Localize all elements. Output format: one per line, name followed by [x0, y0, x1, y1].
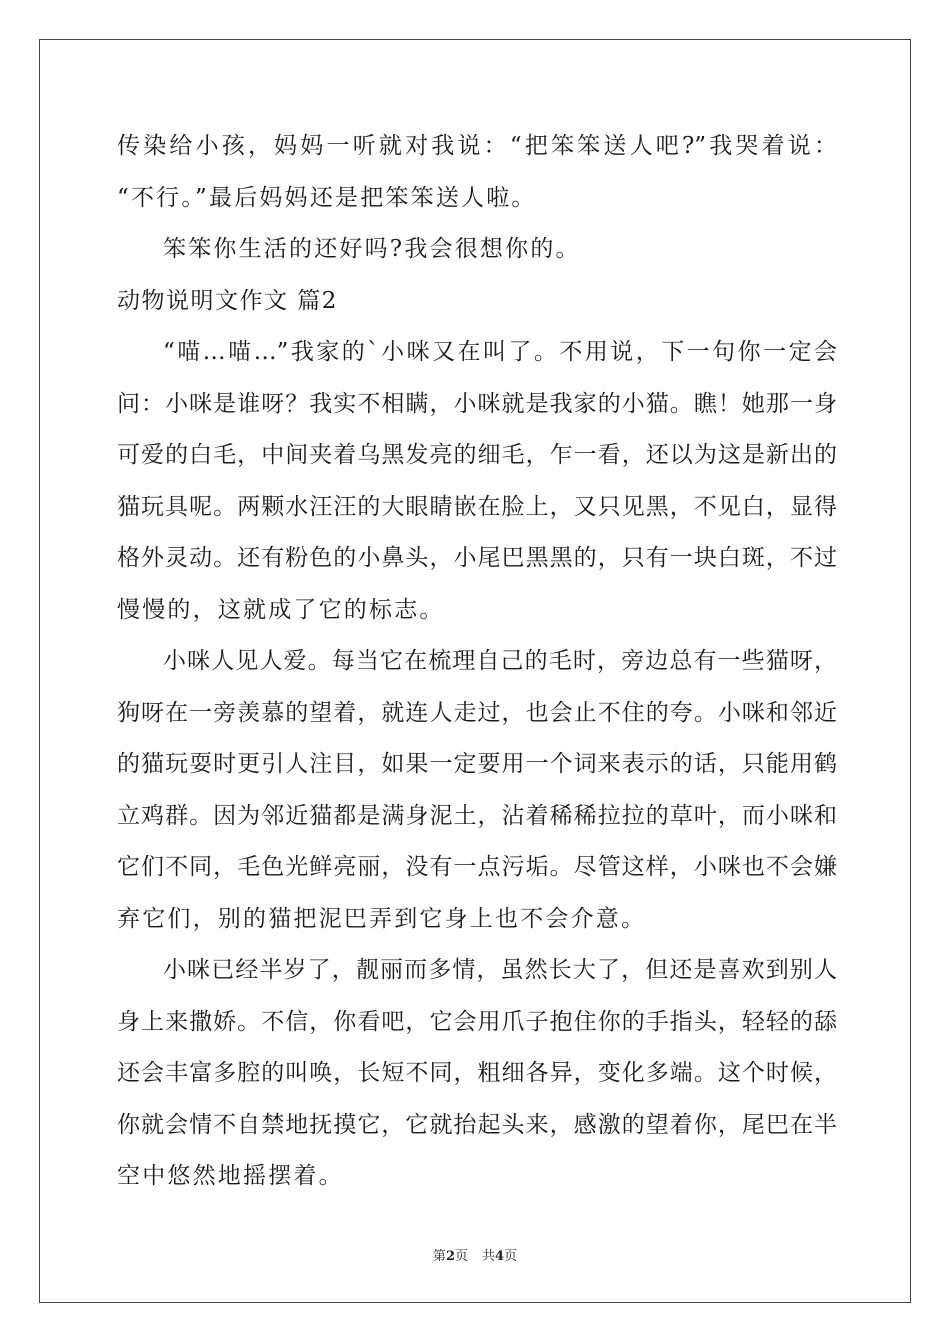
total-count: 4 — [495, 1249, 505, 1264]
page-number — [433, 1249, 468, 1264]
total-suffix: 页 — [504, 1249, 518, 1264]
text-line: 猫玩具呢。两颗水汪汪的大眼睛嵌在脸上，又只见黑，不见白，显得 — [117, 493, 837, 520]
text-line: 小咪已经半岁了，靓丽而多情，虽然长大了，但还是喜欢到别人 — [163, 957, 837, 983]
text-line: 的猫玩耍时更引人注目，如果一定要用一个词来表示的话，只能用鹤 — [117, 751, 837, 777]
text-line: 还会丰富多腔的叫唤，长短不同，粗细各异，变化多端。这个时候， — [117, 1060, 837, 1086]
section-heading: 动物说明文作文 篇2 — [117, 287, 338, 314]
text-line: 弃它们，别的猫把泥巴弄到它身上也不会介意。 — [117, 905, 647, 932]
text-line: 可爱的白毛，中间夹着乌黑发亮的细毛，乍一看，还以为这是新出的 — [117, 442, 837, 468]
page-current: 2 — [445, 1249, 455, 1264]
text-line: 小咪人见人爱。每当它在梳理自己的毛时，旁边总有一些猫呀， — [163, 648, 837, 674]
text-line: 传染给小孩，妈妈一听就对我说：“把笨笨送人吧?”我哭着说： — [117, 133, 837, 159]
text-line: 立鸡群。因为邻近猫都是满身泥土，沾着稀稀拉拉的草叶，而小咪和 — [117, 802, 837, 829]
page-prefix: 第 — [432, 1249, 446, 1264]
page-total — [482, 1249, 517, 1264]
text-line: 狗呀在一旁羡慕的望着，就连人走过，也会止不住的夸。小咪和邻近 — [117, 699, 837, 726]
page-footer — [0, 1245, 950, 1264]
text-line: 问：小咪是谁呀？我实不相瞒，小咪就是我家的小猫。瞧！她那一身 — [117, 390, 837, 417]
page-suffix: 页 — [454, 1249, 468, 1264]
text-line: 慢慢的，这就成了它的标志。 — [117, 596, 445, 623]
text-line: 你就会情不自禁地抚摸它，它就抬起头来，感激的望着你，尾巴在半 — [117, 1111, 837, 1138]
text-line: “喵…喵…”我家的`小咪又在叫了。不用说，下一句你一定会 — [163, 339, 837, 365]
total-prefix: 共 — [482, 1249, 496, 1264]
text-line: 身上来撒娇。不信，你看吧，它会用爪子抱住你的手指头，轻轻的舔 — [117, 1008, 837, 1035]
text-line: 它们不同，毛色光鲜亮丽，没有一点污垢。尽管这样，小咪也不会嫌 — [117, 854, 837, 880]
text-line: 空中悠然地摇摆着。 — [117, 1163, 344, 1189]
text-line: 笨笨你生活的还好吗?我会很想你的。 — [163, 236, 581, 262]
text-line: “不行。”最后妈妈还是把笨笨送人啦。 — [117, 184, 537, 211]
document-body — [117, 126, 837, 1208]
text-line: 格外灵动。还有粉色的小鼻头，小尾巴黑黑的，只有一块白斑，不过 — [117, 545, 837, 571]
